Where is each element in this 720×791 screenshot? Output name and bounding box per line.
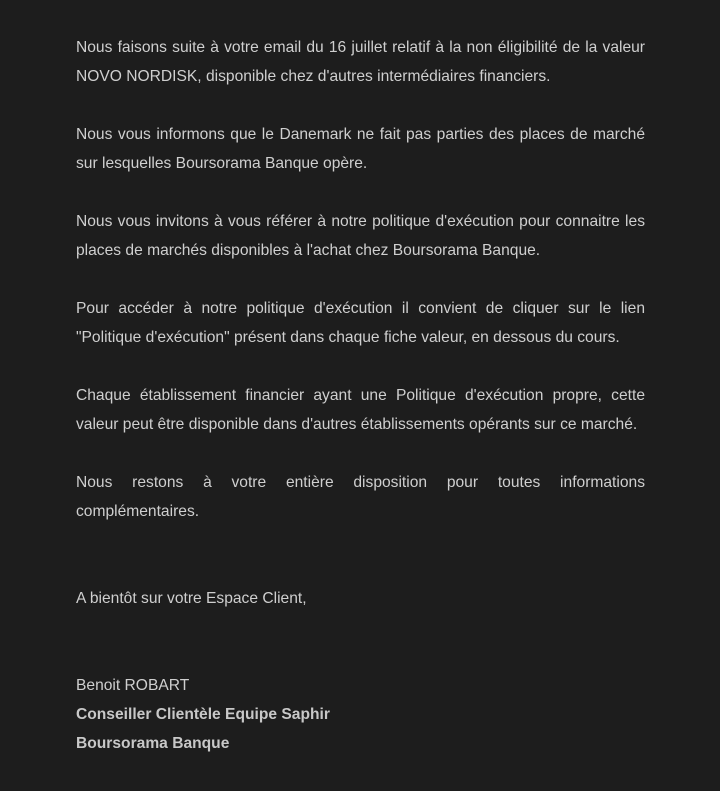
paragraph-2: Nous vous informons que le Danemark ne fait pas parties des places de marché sur lesquelles Boursorama Banque opère.	[76, 126, 645, 172]
paragraph-6: Nous restons à votre entière disposition pour toutes informations complémentaires.	[76, 474, 645, 520]
signature-block	[76, 671, 645, 758]
paragraph-3: Nous vous invitons à vous référer à notre politique d'exécution pour connaitre les places de marchés disponibles à l'achat chez Boursorama Banque.	[76, 213, 645, 259]
paragraph-1: Nous faisons suite à votre email du 16 juillet relatif à la non éligibilité de la valeur NOVO NORDISK, disponible chez d'autres intermédiaires financiers.	[76, 39, 645, 85]
closing-line: A bientôt sur votre Espace Client,	[76, 590, 307, 607]
blank-line	[76, 642, 645, 671]
blank-line	[76, 555, 645, 584]
signature-role: Conseiller Clientèle Equipe Saphir	[76, 706, 330, 723]
signature-name: Benoit ROBART	[76, 677, 190, 694]
signature-company: Boursorama Banque	[76, 735, 230, 752]
message-body	[76, 33, 645, 758]
paragraph-4: Pour accéder à notre politique d'exécution il convient de cliquer sur le lien "Politique d'exécution" présent dans chaque fiche valeur, en dessous du cours.	[76, 300, 645, 346]
paragraph-5: Chaque établissement financier ayant une Politique d'exécution propre, cette valeur peut être disponible dans d'autres établissements opérants sur ce marché.	[76, 387, 645, 433]
